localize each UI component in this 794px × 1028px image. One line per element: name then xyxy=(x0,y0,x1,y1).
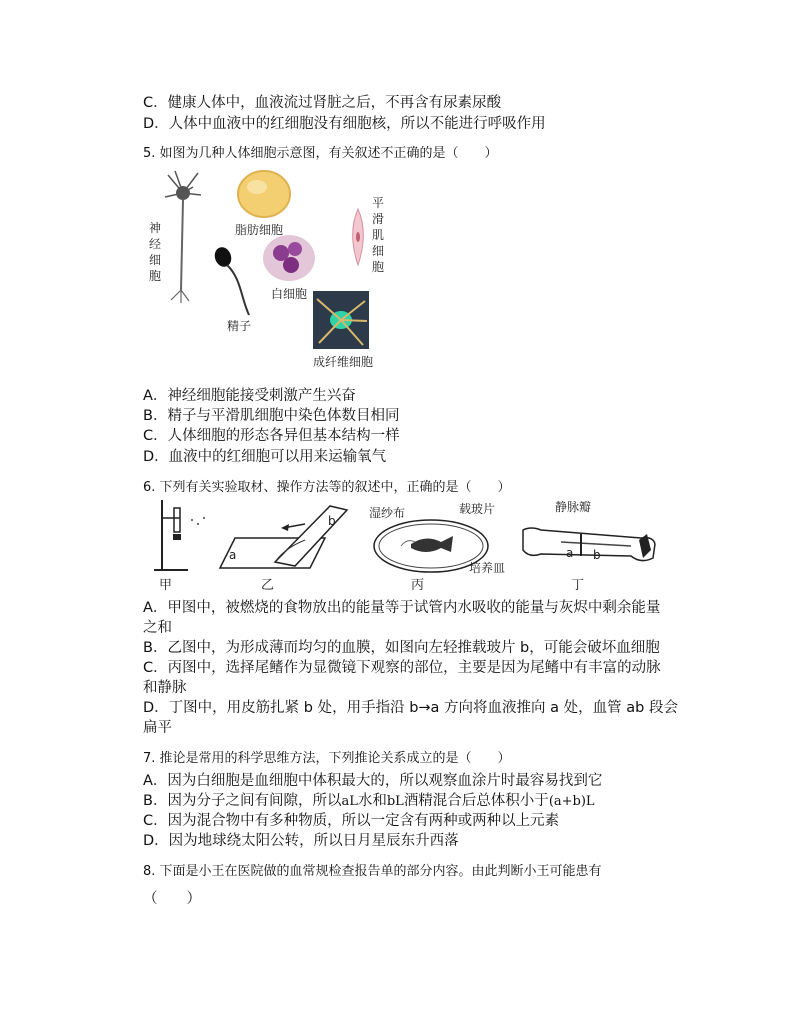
caption-jia: 甲 xyxy=(159,578,173,593)
q6-option-d-line2: 扁平 xyxy=(143,720,172,736)
caption-bing: 丙 xyxy=(411,578,425,593)
jia-apparatus-image xyxy=(148,498,208,573)
ding-label-b: b xyxy=(593,548,601,562)
q7-option-c: C．因为混合物中有多种物质，所以一定含有两种或两种以上元素 xyxy=(143,813,560,829)
q6-figure xyxy=(143,498,703,593)
q5-option-b: B．精子与平滑肌细胞中染色体数目相同 xyxy=(143,408,400,424)
q7-option-b-math2: bL xyxy=(386,794,404,809)
ding-label-a: a xyxy=(566,546,574,560)
q7-option-a: A．因为白细胞是血细胞中体积最大的，所以观察血涂片时最容易找到它 xyxy=(143,773,603,789)
q5-option-a: A．神经细胞能接受刺激产生兴奋 xyxy=(143,388,356,404)
q6-option-a-line2: 之和 xyxy=(143,620,172,636)
q5-option-c: C．人体细胞的形态各异但基本结构一样 xyxy=(143,428,400,444)
ding-arm-image xyxy=(521,510,661,570)
q8-stem: 8. 下面是小王在医院做的血常规检查报告单的部分内容。由此判断小王可能患有 xyxy=(143,864,602,879)
caption-yi: 乙 xyxy=(261,578,275,593)
bing-label-dish: 培养皿 xyxy=(469,561,506,575)
smooth-muscle-image xyxy=(348,207,368,267)
q6-option-d-line1: D．丁图中，用皮筋扎紧 b 处，用手指沿 b→a 方向将血液推向 a 处，血管 ab 段会 xyxy=(143,700,678,716)
q7-option-b-math1: aL xyxy=(341,794,358,809)
q5-option-d: D．血液中的红细胞可以用来运输氧气 xyxy=(143,449,387,465)
q6-option-b: B．乙图中，为形成薄而均匀的血膜，如图向左轻推载玻片 b，可能会破坏血细胞 xyxy=(143,640,660,656)
sperm-image xyxy=(211,243,261,318)
ding-label-vein-valve: 静脉瓣 xyxy=(555,500,592,514)
smooth-muscle-label: 平滑肌细胞 xyxy=(372,196,385,274)
q6-option-c-line1: C．丙图中，选择尾鳍作为显微镜下观察的部位，主要是因为尾鳍中有丰富的动脉 xyxy=(143,660,661,676)
fibroblast-label: 成纤维细胞 xyxy=(313,355,374,369)
q7-option-b-math3: (a+b)L xyxy=(548,794,595,809)
bing-label-wet-gauze: 湿纱布 xyxy=(369,506,406,520)
caption-ding: 丁 xyxy=(571,578,585,593)
q6-option-a-line1: A．甲图中，被燃烧的食物放出的能量等于试管内水吸收的能量与灰烬中剩余能量 xyxy=(143,600,661,616)
prev-option-d: D．人体中血液中的红细胞没有细胞核，所以不能进行呼吸作用 xyxy=(143,116,546,132)
q7-option-d: D．因为地球绕太阳公转，所以日月星辰东升西落 xyxy=(143,833,459,849)
q5-figure xyxy=(143,165,403,375)
q7-stem: 7. 推论是常用的科学思维方法，下列推论关系成立的是（ ） xyxy=(143,751,511,766)
q7-option-b-pre: B．因为分子之间有间隙，所以 xyxy=(143,793,342,809)
q5-stem: 5. 如图为几种人体细胞示意图，有关叙述不正确的是（ ） xyxy=(143,146,498,161)
q7-option-b-mid2: 酒精混合后总体积小于 xyxy=(403,793,549,809)
q7-option-b-mid1: 水和 xyxy=(357,793,387,809)
q7-option-b xyxy=(143,791,595,812)
sperm-label: 精子 xyxy=(227,319,252,333)
fibroblast-image xyxy=(313,291,369,349)
white-blood-cell-image xyxy=(261,233,317,283)
nerve-cell-label: 神经细胞 xyxy=(149,221,162,283)
fat-cell-label: 脂肪细胞 xyxy=(235,223,284,237)
q6-option-c-line2: 和静脉 xyxy=(143,680,187,696)
q6-stem: 6. 下列有关实验取材、操作方法等的叙述中，正确的是（ ） xyxy=(143,480,511,495)
yi-label-b: b xyxy=(328,514,336,528)
bing-label-slide: 载玻片 xyxy=(459,502,496,516)
q8-paren: （ ） xyxy=(143,891,201,907)
white-blood-cell-label: 白细胞 xyxy=(271,287,308,301)
prev-option-c: C．健康人体中，血液流过肾脏之后，不再含有尿素尿酸 xyxy=(143,95,502,111)
fat-cell-image xyxy=(235,169,293,219)
yi-label-a: a xyxy=(229,548,237,562)
